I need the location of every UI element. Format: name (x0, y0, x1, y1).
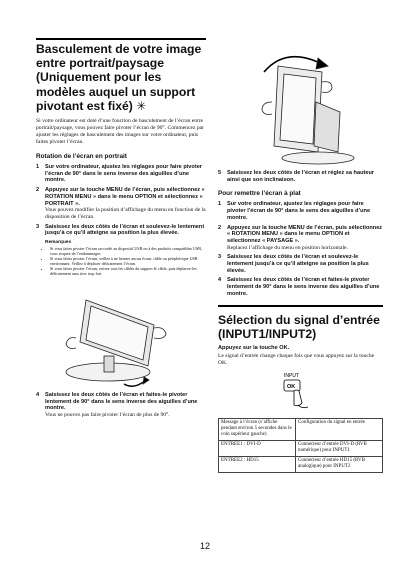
section2-title: Sélection du signal d’entrée (INPUT1/INPUT2) (218, 312, 380, 341)
left-column (36, 42, 206, 422)
table-cell: Message à l’écran (s’affiche pendant environ 5 secondes dans le coin supérieur gauche) (219, 418, 296, 440)
section-rule (218, 305, 383, 307)
table-row (219, 440, 383, 456)
right-column (218, 42, 383, 473)
remarks-title: Remarques (45, 240, 72, 246)
table-cell: ENTRÉE1 : DVI-D (219, 440, 296, 456)
step-2: 2 Appuyez sur la touche MENU de l’écran, puis sélectionnez « ROTATION MENU » dans le menu OPTION et sélectionnez « PORTRAIT ». Vous pouvez modifier la position d’affichage du menu en fonction de la disposition de l’écran. (36, 187, 206, 220)
step-3: 3 Saisissez les deux côtés de l’écran et soulevez-le lentement jusqu’à ce qu’il atteigne sa position la plus élevée. (36, 223, 205, 237)
section2-text: Le signal d’entrée change chaque fois que vous appuyez sur la touche OK. (218, 352, 375, 366)
remark-item: • Si vous faites pivoter l’écran, veillez à ne heurter aucun écran, câble ou périphérique USB environnant. Veillez à déplacer délicatement l’écran. (50, 256, 206, 266)
flat-step-1: 1 Sur votre ordinateur, ajustez les réglages pour faire pivoter l’écran de 90° dans le sens des aiguilles d’une montre. (218, 201, 371, 221)
remark-item: • Si vous faites pivoter l’écran raccordé au dispositif USB ou à des produits compatibles USB, vous risquez de l’endommager. (50, 246, 206, 256)
ok-key-label: OK (287, 383, 296, 390)
subheading-portrait: Rotation de l’écran en portrait (36, 153, 127, 161)
monitor-portrait-illustration (218, 42, 383, 170)
input-ok-button-illustration (218, 369, 383, 411)
table-row (219, 456, 383, 472)
flat-step-2: 2 Appuyez sur la touche MENU de l’écran, puis sélectionnez « ROTATION MENU » dans le menu OPTION et sélectionnez « PAYSAGE ». Replacez l’affichage du menu en position horizontale. (218, 224, 383, 251)
table-cell: Configuration du signal en entrée (296, 418, 383, 440)
step-1: 1 Sur votre ordinateur, ajustez les réglages pour faire pivoter l’écran de 90° dans le sens inverse des aiguilles d’une montre. (36, 164, 202, 184)
step-4: 4 Saisissez les deux côtés de l’écran et faites-le pivoter lentement de 90° dans le sens inverse des aiguilles d’une montre. Vous ne pouvez pas faire pivoter l’écran de plus de 90°. (36, 392, 198, 419)
table-cell: Connecteur d’entrée HD15 (RVB analogique) pour INPUT2 (296, 456, 383, 472)
table-cell: Connecteur d’entrée DVI-D (RVB numérique) pour INPUT1 (296, 440, 383, 456)
table-cell: ENTRÉE2 : HD15 (219, 456, 296, 472)
top-rule-left (36, 38, 206, 40)
section-title: Basculement de votre image entre portrait/paysage (Uniquement pour les modèles auquel un support pivotant est fixé) ✳ (36, 42, 202, 113)
signal-table (218, 418, 383, 473)
remark-item: • Si vous faites pivoter l’écran, retirez tous les câbles du support & câble, puis déplacez-les délicatement sans tirer trop fort. (50, 266, 206, 276)
section2-subheading: Appuyez sur la touche OK. (218, 344, 290, 351)
step-5: 5 Saisissez les deux côtés de l’écran et réglez sa hauteur ainsi que son inclinaison. (218, 170, 375, 183)
table-row (219, 418, 383, 440)
flat-step-3: 3 Saisissez les deux côtés de l’écran et soulevez-le lentement jusqu’à ce qu’il atteigne sa position la plus élevée. (218, 254, 369, 274)
monitor-rotation-illustration (36, 280, 206, 392)
subheading-flat: Pour remettre l’écran à plat (218, 190, 301, 198)
flat-step-4: 4 Saisissez les deux côtés de l’écran et faites-le pivoter lentement de 90° dans le sens inverse des aiguilles d’une montre. (218, 277, 380, 297)
remarks-list (45, 246, 206, 276)
input-label: INPUT (284, 372, 299, 379)
page-number: 12 (199, 541, 210, 551)
intro-paragraph: Si votre ordinateur est doté d’une fonction de basculement de l’écran entre portrait/paysage, vous pouvez faire pivoter l’écran de 90°. Commencez par ajuster les réglages de basculement des images sur votre ordinateur, puis faites pivoter l’écran. (36, 118, 204, 146)
